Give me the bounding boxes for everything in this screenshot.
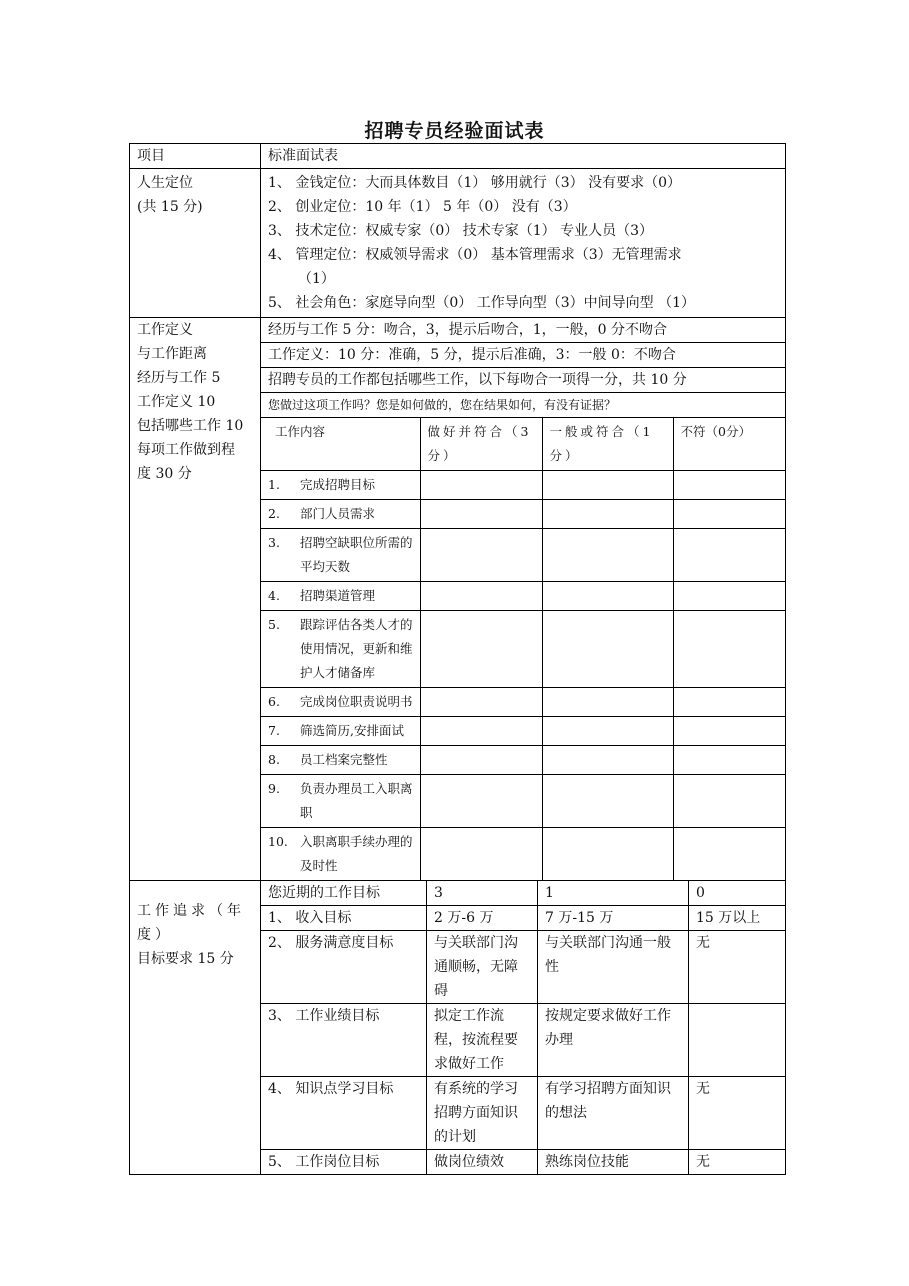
task-content-cell [261,717,420,746]
list-item: 4、 管理定位：权威领导需求（0） 基本管理需求（3）无管理需求 [268,247,682,263]
score-fair-cell[interactable] [542,775,673,828]
list-item: 1、 金钱定位：大而具体数目（1） 够用就行（3） 没有要求（0） [268,175,681,191]
score-fair-cell[interactable] [542,717,673,746]
task-table [261,418,785,880]
score-good-cell[interactable] [420,688,542,717]
goal-cell: 0 [689,881,786,906]
goal-header-row [130,881,786,906]
list-item-continuation: （1） [298,271,335,287]
section-label-line: 经历与工作 5 [137,370,221,386]
goal-cell: 7 万-15 万 [538,906,689,931]
score-none-cell[interactable] [673,828,785,881]
table-row [261,500,785,529]
task-table-cell [261,418,786,881]
task-number: 9. [268,781,280,796]
table-row [261,746,785,775]
table-row [261,775,785,828]
table-row [261,828,785,881]
score-good-cell[interactable] [420,471,542,500]
task-number: 2. [268,506,280,521]
goal-cell: 2、 服务满意度目标 [261,931,427,1004]
task-content-cell [261,471,420,500]
task-text: 跟踪评估各类人才的使用情况，更新和维护人才储备库 [300,617,413,680]
task-text: 招聘空缺职位所需的平均天数 [300,535,413,574]
score-fair-cell[interactable] [542,471,673,500]
header-row [130,144,786,169]
score-fair-cell[interactable] [542,500,673,529]
goal-cell: 3 [427,881,538,906]
score-fair-cell[interactable] [542,529,673,582]
section-label-line: 工作追求（年度） [137,903,245,943]
goal-cell: 熟练岗位技能 [538,1150,689,1175]
goal-cell: 2 万-6 万 [427,906,538,931]
task-content-cell [261,746,420,775]
score-good-cell[interactable] [420,500,542,529]
section-label-line: 与工作距离 [137,346,207,362]
scoring-rule: 工作定义：10 分：准确，5 分，提示后准确，3：一般 0：不吻合 [261,343,786,368]
table-row [261,582,785,611]
score-none-cell[interactable] [673,775,785,828]
section-label-line: (共 15 分) [137,199,203,215]
list-item: 3、 技术定位：权威专家（0） 技术专家（1） 专业人员（3） [268,223,653,239]
goal-cell: 按规定要求做好工作办理 [538,1004,689,1077]
score-none-cell[interactable] [673,582,785,611]
section-label-line: 每项工作做到程 [137,442,235,458]
score-good-cell[interactable] [420,582,542,611]
section-label-line: 度 30 分 [137,466,192,482]
scoring-rule: 招聘专员的工作都包括哪些工作，以下每吻合一项得一分，共 10 分 [261,368,786,393]
task-number: 5. [268,617,280,632]
table-row [261,688,785,717]
score-none-cell[interactable] [673,500,785,529]
task-number: 6. [268,694,280,709]
header-item: 项目 [130,144,261,169]
score-fair-cell[interactable] [542,611,673,688]
score-fair-cell[interactable] [542,688,673,717]
task-text: 招聘渠道管理 [300,588,376,603]
score-none-cell[interactable] [673,611,785,688]
section-label-line: 工作定义 [137,322,193,338]
score-fair-cell[interactable] [542,828,673,881]
interview-form-table [129,143,786,1175]
score-good-cell[interactable] [420,529,542,582]
task-number: 3. [268,535,280,550]
goal-cell: 4、 知识点学习目标 [261,1077,427,1150]
score-good-cell[interactable] [420,828,542,881]
goal-cell [689,1004,786,1077]
task-content-cell [261,775,420,828]
goal-cell: 1 [538,881,689,906]
section-work-definition-row1 [130,318,786,343]
section-label [130,169,261,318]
task-header-fair: 一般或符合（1 分） [542,418,673,471]
task-content-cell [261,529,420,582]
list-item: 5、 社会角色：家庭导向型（0） 工作导向型（3）中间导向型 （1） [268,295,695,311]
section-label-line: 目标要求 15 分 [137,951,234,967]
task-text: 员工档案完整性 [300,752,388,767]
score-good-cell[interactable] [420,717,542,746]
goal-cell: 5、 工作岗位目标 [261,1150,427,1175]
goal-cell: 与关联部门沟通一般性 [538,931,689,1004]
section-life-positioning [130,169,786,318]
goal-cell: 无 [689,931,786,1004]
score-none-cell[interactable] [673,471,785,500]
list-item: 2、 创业定位：10 年（1） 5 年（0） 没有（3） [268,199,577,215]
score-fair-cell[interactable] [542,746,673,775]
task-text: 负责办理员工入职离职 [300,781,413,820]
task-number: 4. [268,588,280,603]
task-table-header [261,418,785,471]
task-header-content: 工作内容 [261,418,420,471]
task-text: 部门人员需求 [300,506,376,521]
table-row [261,611,785,688]
score-fair-cell[interactable] [542,582,673,611]
table-row [261,471,785,500]
section-label-line: 人生定位 [137,175,193,191]
section-label-line: 工作定义 10 [137,394,216,410]
score-none-cell[interactable] [673,529,785,582]
goal-cell: 3、 工作业绩目标 [261,1004,427,1077]
task-header-none: 不符（0分） [673,418,785,471]
task-content-cell [261,582,420,611]
task-content-cell [261,500,420,529]
goal-cell: 与关联部门沟通顺畅，无障碍 [427,931,538,1004]
goal-cell: 做岗位绩效 [427,1150,538,1175]
section-label [130,881,261,1175]
score-none-cell[interactable] [673,688,785,717]
goal-cell: 无 [689,1077,786,1150]
section-label [130,318,261,881]
score-none-cell[interactable] [673,746,785,775]
task-text: 入职离职手续办理的及时性 [300,834,413,873]
scoring-rule: 经历与工作 5 分：吻合，3，提示后吻合，1，一般，0 分不吻合 [261,318,786,343]
task-header-good: 做好并符合（3 分） [420,418,542,471]
task-content-cell [261,688,420,717]
task-text: 完成招聘目标 [300,477,376,492]
table-row [261,717,785,746]
goal-cell: 有系统的学习招聘方面知识的计划 [427,1077,538,1150]
goal-cell: 拟定工作流程，按流程要求做好工作 [427,1004,538,1077]
task-text: 完成岗位职责说明书 [300,694,413,709]
goal-cell: 无 [689,1150,786,1175]
task-number: 1. [268,477,280,492]
goal-cell: 有学习招聘方面知识的想法 [538,1077,689,1150]
task-content-cell [261,611,420,688]
goal-cell: 您近期的工作目标 [261,881,427,906]
life-positioning-items [261,169,786,318]
score-good-cell[interactable] [420,746,542,775]
task-text: 筛选简历,安排面试 [300,723,404,738]
section-label-line: 包括哪些工作 10 [137,418,244,434]
task-number: 7. [268,723,280,738]
task-number: 8. [268,752,280,767]
score-good-cell[interactable] [420,611,542,688]
task-number: 10. [268,834,288,849]
score-good-cell[interactable] [420,775,542,828]
table-row [261,529,785,582]
question-text: 您做过这项工作吗？您是如何做的，您在结果如何，有没有证据？ [261,393,786,418]
goal-cell: 1、 收入目标 [261,906,427,931]
goal-cell: 15 万以上 [689,906,786,931]
page-title: 招聘专员经验面试表 [364,120,545,142]
score-none-cell[interactable] [673,717,785,746]
task-content-cell [261,828,420,881]
header-standard: 标准面试表 [261,144,786,169]
